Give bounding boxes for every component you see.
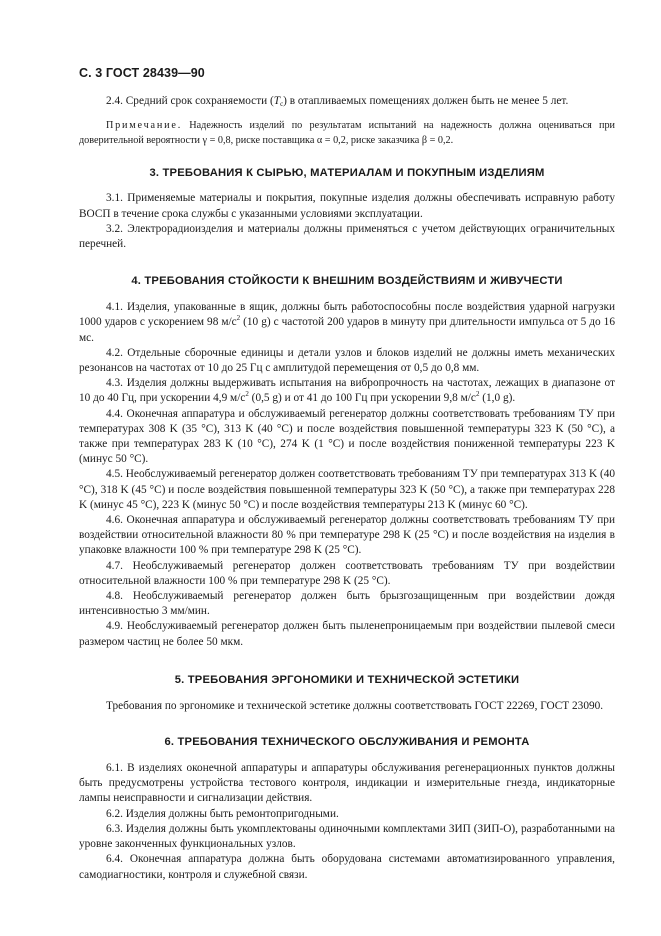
- paragraph-2-4: 2.4. Средний срок сохраняемости $(T_с)$ в отапливаемых помещениях должен быть не менее 5 лет.: [106, 95, 569, 108]
- paragraph-4-8: 4.8. Необслуживаемый регенератор должен быть брызгозащищенным при воздействии дождя интенсивностью 3 мм/мин.: [79, 590, 615, 618]
- paragraph-4-9: 4.9. Необслуживаемый регенератор должен быть пыленепроницаемым при воздействии пылевой смеси размером частиц не более 50 мкм.: [79, 620, 615, 648]
- page-body: [79, 94, 615, 883]
- paragraph-6-3: 6.3. Изделия должны быть укомплектованы одиночными комплектами ЗИП (ЗИП-О), разработанными на уровне законченных функциональных узлов.: [79, 822, 615, 851]
- page-header: С. 3 ГОСТ 28439—90: [79, 66, 205, 80]
- paragraph-4-7: 4.7. Необслуживаемый регенератор должен соответствовать требованиям ТУ при воздействии относительной влажности 100 % при температуре 298 K (25 °С).: [79, 559, 615, 587]
- section-6-title: 6. ТРЕБОВАНИЯ ТЕХНИЧЕСКОГО ОБСЛУЖИВАНИЯ И РЕМОНТА: [164, 736, 530, 749]
- paragraph-4-6: 4.6. Оконечная аппаратура и обслуживаемый регенератор должны соответствовать требованиям ТУ при воздействии относительной влажности 80 % при температуре 298 K (25 °С) и после воздействия на изделия в упаковке влажности 100 % при температуре 298 K (25 °С).: [79, 514, 615, 557]
- paragraph-6-4: 6.4. Оконечная аппаратура должна быть оборудована системами автоматизированного управления, самодиагностики, контроля и служебной связи.: [79, 853, 615, 881]
- storage-time-symbol: T: [273, 95, 281, 107]
- note-label: Примечание.: [106, 120, 183, 132]
- reliability-note: Примечание. Надежность изделий по результатам испытаний на надежность должна оцениваться при доверительной вероятности γ = 0,8, риске поставщика α = 0,2, риске заказчика β = 0,2.: [79, 120, 615, 146]
- section-4-title: 4. ТРЕБОВАНИЯ СТОЙКОСТИ К ВНЕШНИМ ВОЗДЕЙСТВИЯМ И ЖИВУЧЕСТИ: [131, 275, 563, 288]
- paragraph-4-1: 4.1. Изделия, упакованные в ящик, должны быть работоспособны после воздействия ударной нагрузки 1000 ударов с ускорением 98 $м/с^2$ (10 g) с частотой 200 ударов в минуту при длительности импульса от 5 до 16 мс.: [79, 301, 615, 344]
- paragraph-6-1: 6.1. В изделиях оконечной аппаратуры и аппаратуры обслуживания регенерационных пунктов должны быть предусмотрены устройства тестового контроля, индикации и измерительные гнезда, индикаторные лампы неисправности и сигнализации действия.: [79, 762, 615, 805]
- paragraph-5: Требования по эргономике и технической эстетике должны соответствовать ГОСТ 22269, ГОСТ 23090.: [106, 699, 604, 712]
- paragraph-3-2: 3.2. Электрорадиоизделия и материалы должны применяться с учетом действующих ограничительных перечней.: [79, 222, 615, 250]
- paragraph-4-5: 4.5. Необслуживаемый регенератор должен соответствовать требованиям ТУ при температурах 313 K (40 °С), 318 K (45 °С) и после воздействия повышенной температуры 323 K (50 °С), а также при температурах 228 K (минус 45 °С), 223 K (минус 50 °С) и после воздействия температуры 213 K (минус 60 °С).: [79, 468, 616, 511]
- paragraph-4-2: 4.2. Отдельные сборочные единицы и детали узлов и блоков изделий не должны иметь механических резонансов на частотах от 10 до 25 Гц с амплитудой перемещения от 0,5 до 0,8 мм.: [79, 346, 615, 375]
- paragraph-3-1: 3.1. Применяемые материалы и покрытия, покупные изделия должны обеспечивать исправную работу ВОСП в течение срока службы с указанными условиями эксплуатации.: [79, 192, 615, 220]
- paragraph-4-3: 4.3. Изделия должны выдерживать испытания на вибропрочность на частотах, лежащих в диапазоне от 10 до 40 Гц, при ускорении 4,9 $м/с^2$ (0,5 g) и от 41 до 100 Гц при ускорении 9,8 $м/с^2$ (1,0 g).: [79, 377, 615, 405]
- paragraph-4-4: 4.4. Оконечная аппаратура и обслуживаемый регенератор должны соответствовать требованиям ТУ при температурах 308 K (35 °С), 313 K (40 °С) и после воздействия повышенной температуры 323 K (50 °С), а также при температурах 283 K (10 °С), 274 K (1 °С) и после воздействия пониженной температуры 223 K (минус 50 °С).: [79, 407, 615, 466]
- section-5-title: 5. ТРЕБОВАНИЯ ЭРГОНОМИКИ И ТЕХНИЧЕСКОЙ ЭСТЕТИКИ: [174, 673, 520, 686]
- section-3-title: 3. ТРЕБОВАНИЯ К СЫРЬЮ, МАТЕРИАЛАМ И ПОКУПНЫМ ИЗДЕЛИЯМ: [149, 167, 545, 180]
- paragraph-6-2: 6.2. Изделия должны быть ремонтопригодными.: [106, 807, 339, 820]
